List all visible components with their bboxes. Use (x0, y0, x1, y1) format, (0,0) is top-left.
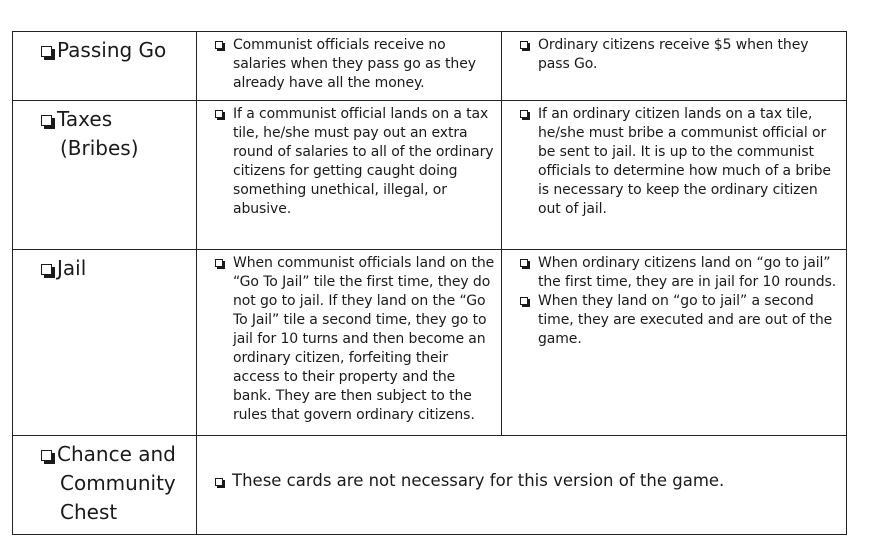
list-item (518, 105, 840, 219)
topic-label: Taxes (57, 107, 113, 131)
officials-cell (197, 32, 502, 101)
topic-label: Chance and (57, 442, 176, 466)
topic-cell (13, 101, 197, 250)
list-item (213, 105, 495, 219)
topic-passing-go (13, 32, 196, 65)
checkbox-icon (215, 478, 223, 486)
topic-label: Passing Go (57, 38, 167, 62)
topic-label: Jail (57, 256, 87, 280)
list-item (518, 292, 840, 349)
rule-text: If an ordinary citizen lands on a tax tile, he/she must bribe a communist official or be sent to jail. It is up to the communist officials to determine how much of a bribe is necessary to keep the ordinary citizen out of jail. (538, 106, 831, 217)
rule-text: When they land on “go to jail” a second time, they are executed and are out of the game. (538, 293, 833, 347)
list-item (213, 36, 495, 93)
table-row (13, 436, 847, 535)
citizens-cell (502, 250, 847, 436)
checkbox-icon (41, 46, 52, 57)
checkbox-icon (41, 115, 52, 126)
rule-text: When ordinary citizens land on “go to jail” the first time, they are in jail for 10 rounds. (538, 255, 837, 290)
rule-text: These cards are not necessary for this version of the game. (232, 471, 725, 490)
table-row (13, 101, 847, 250)
checkbox-icon (41, 264, 52, 275)
list-item (213, 254, 495, 425)
checkbox-icon (215, 259, 223, 267)
merged-cell (197, 436, 847, 535)
rules-table (12, 31, 847, 535)
checkbox-icon (520, 110, 528, 118)
topic-taxes (13, 101, 196, 163)
topic-cell (13, 32, 197, 101)
checkbox-icon (520, 41, 528, 49)
list-item (518, 36, 840, 74)
officials-cell (197, 250, 502, 436)
rule-text: When communist officials land on the “Go To Jail” tile the first time, they do not go to jail. If they land on the “Go To Jail” tile a second time, they go to jail for 10 turns and then become an ordinary citizen, forfeiting their access to their property and the bank. They are then subject to the rules that govern ordinary citizens. (233, 255, 495, 423)
rule-text: If a communist official lands on a tax tile, he/she must pay out an extra round of salaries to all of the ordinary citizens for getting caught doing something unethical, illegal, or abusive. (233, 106, 494, 217)
table-row (13, 32, 847, 101)
table-row (13, 250, 847, 436)
checkbox-icon (215, 41, 223, 49)
citizens-cell (502, 101, 847, 250)
topic-label: Community (60, 471, 176, 495)
checkbox-icon (520, 297, 528, 305)
citizens-cell (502, 32, 847, 101)
checkbox-icon (520, 259, 528, 267)
checkbox-icon (215, 110, 223, 118)
topic-jail (13, 250, 196, 283)
officials-cell (197, 101, 502, 250)
topic-label: Chest (60, 500, 118, 524)
checkbox-icon (41, 450, 52, 461)
topic-chance-community-chest (13, 436, 196, 527)
rule-text: Ordinary citizens receive $5 when they pass Go. (538, 37, 809, 72)
rule-text: Communist officials receive no salaries when they pass go as they already have all the money. (233, 37, 476, 91)
topic-label: (Bribes) (60, 136, 139, 160)
topic-cell (13, 436, 197, 535)
topic-cell (13, 250, 197, 436)
list-item (518, 254, 840, 292)
